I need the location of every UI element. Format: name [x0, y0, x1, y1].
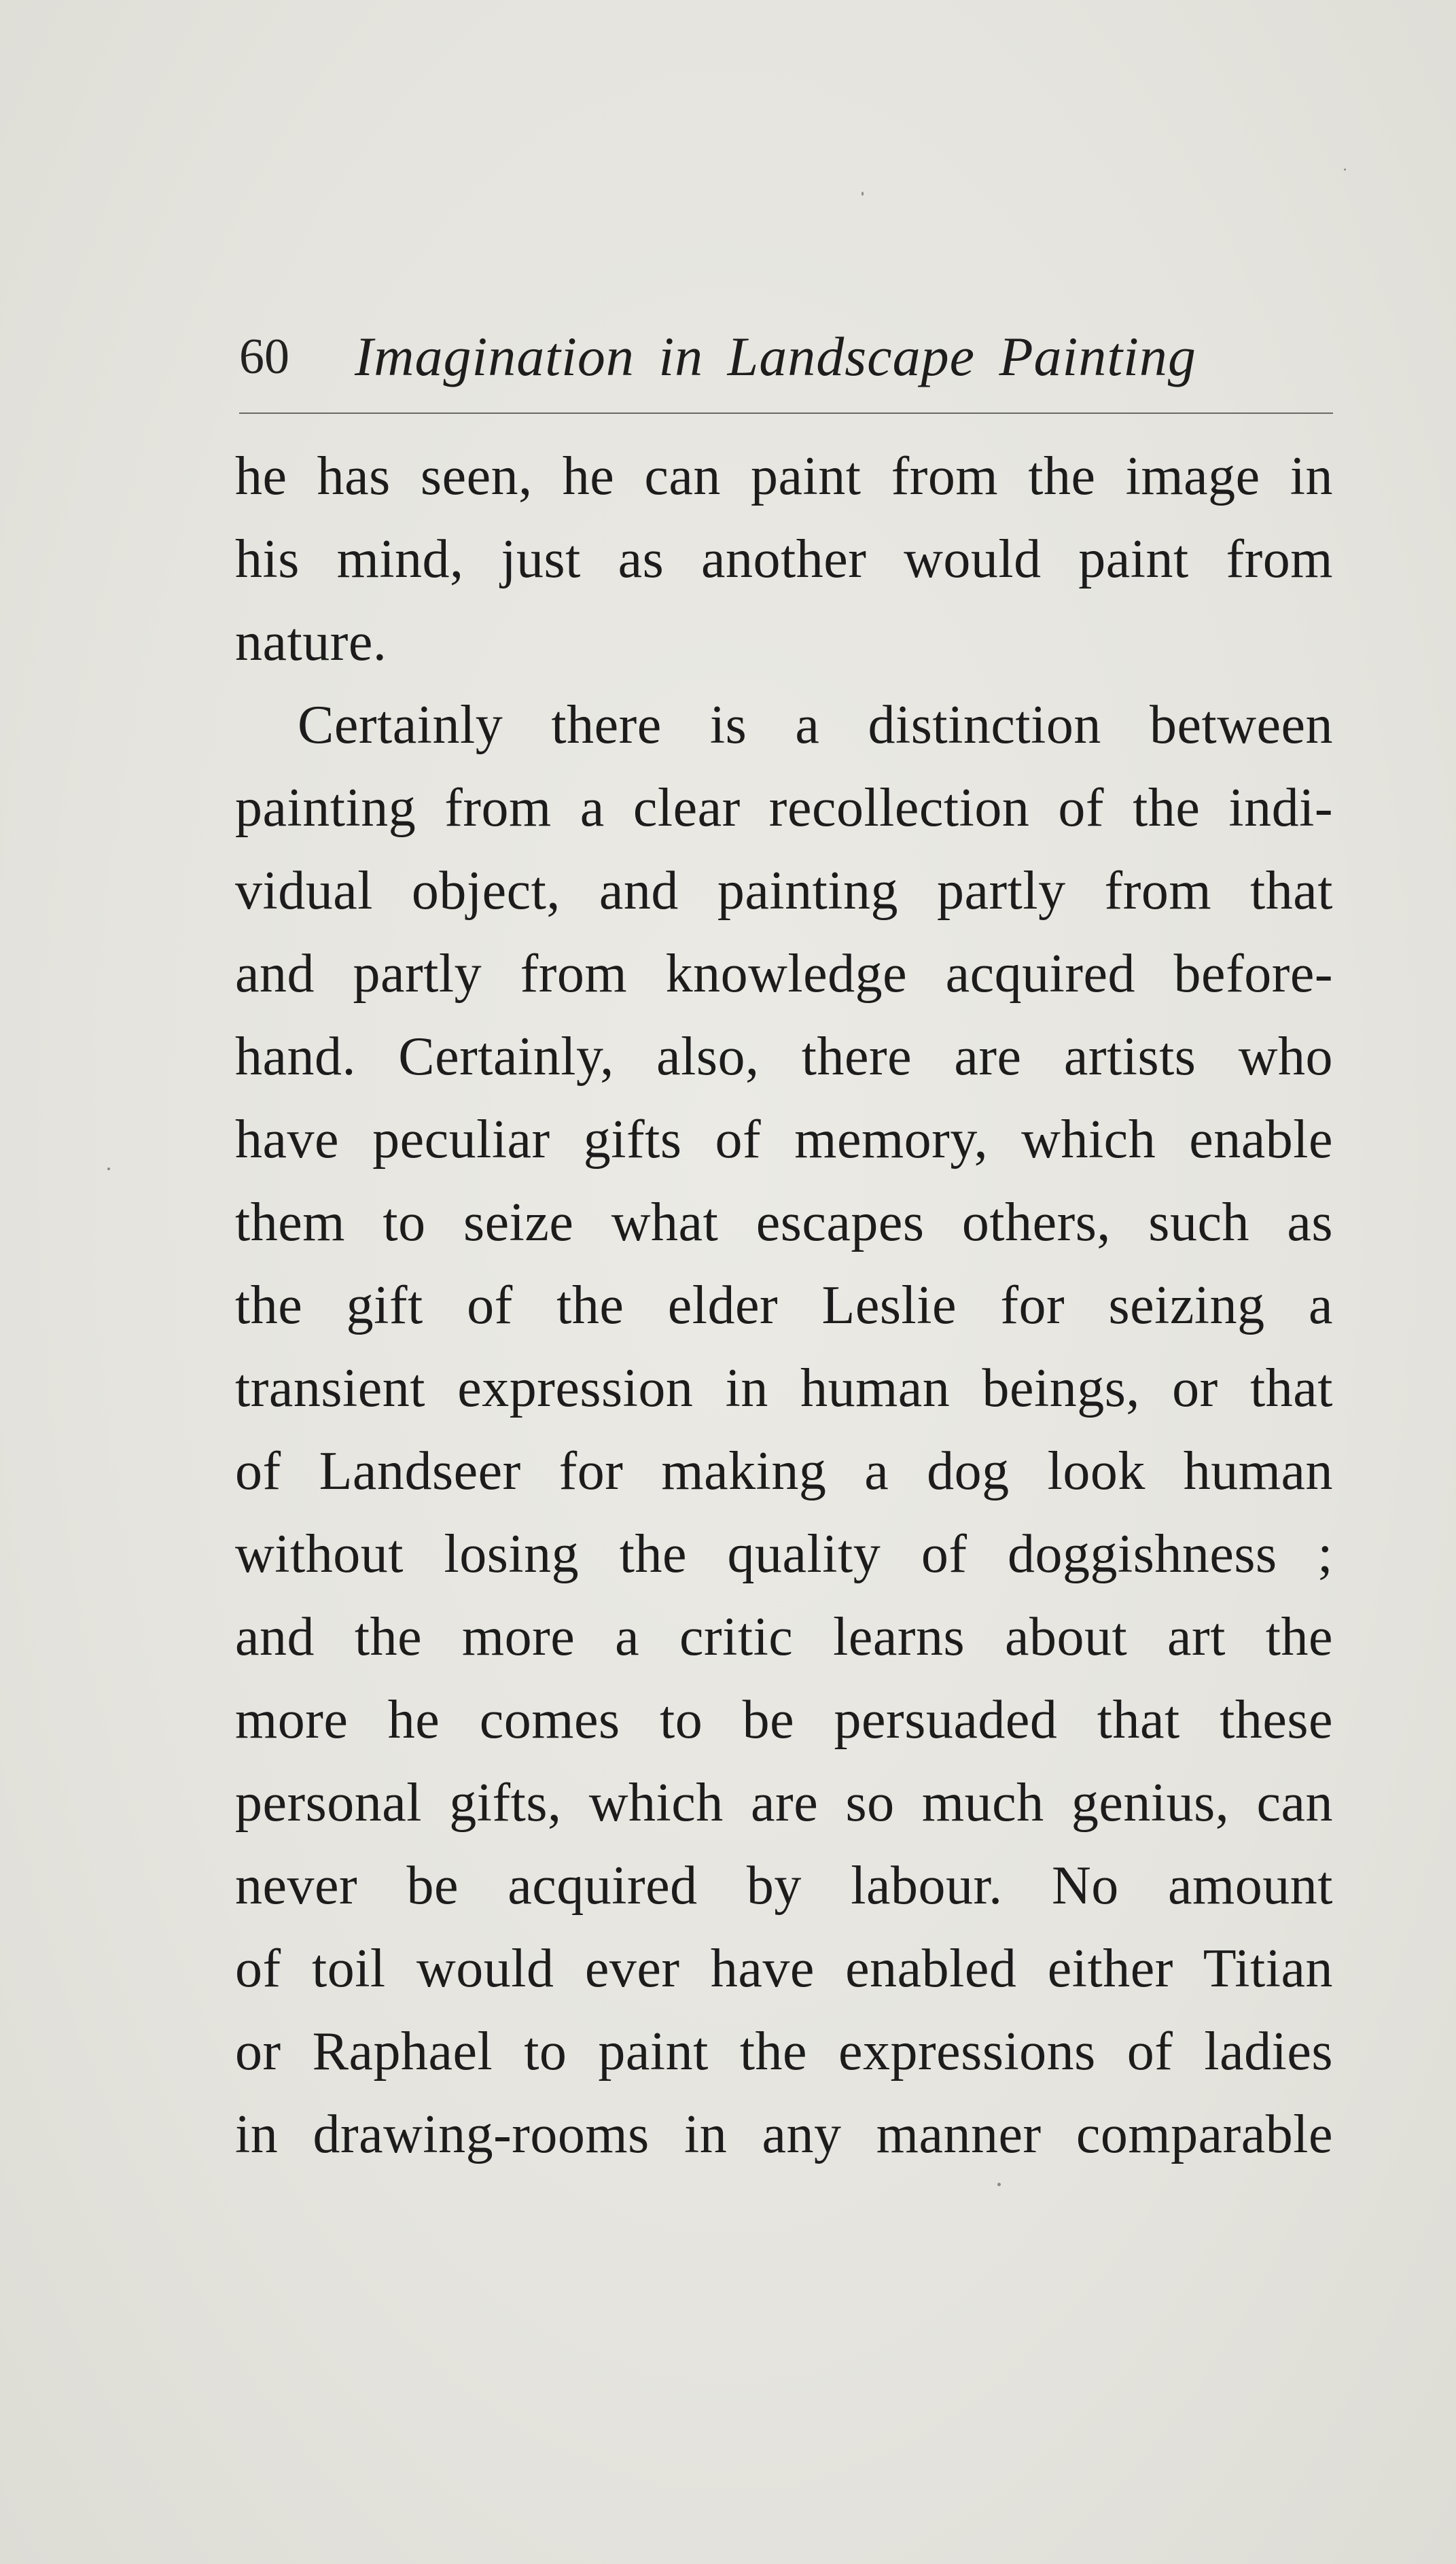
- page-number: 60: [239, 329, 289, 385]
- paper-speck: [1344, 169, 1346, 171]
- text-line: and partly from knowledge acquired before-: [235, 944, 1333, 1004]
- text-line: never be acquired by labour. No amount: [235, 1856, 1333, 1916]
- text-line: of Landseer for making a dog look human: [235, 1441, 1333, 1501]
- text-line: hand. Certainly, also, there are artists who: [235, 1027, 1333, 1087]
- text-line: nature.: [235, 612, 387, 672]
- paper-speck: [997, 2183, 1001, 2186]
- text-line: painting from a clear recollection of the indi-: [235, 778, 1333, 838]
- text-line: in drawing-rooms in any manner comparable: [235, 2105, 1333, 2164]
- text-line: personal gifts, which are so much genius, can: [235, 1773, 1333, 1833]
- text-line: without losing the quality of doggishness ;: [235, 1524, 1333, 1584]
- running-head: [239, 318, 1333, 393]
- text-line: more he comes to be persuaded that these: [235, 1690, 1333, 1750]
- running-title: Imagination in Landscape Painting: [355, 326, 1196, 387]
- paper-speck: [107, 1167, 110, 1170]
- text-line: his mind, just as another would paint from: [235, 529, 1333, 589]
- text-line: the gift of the elder Leslie for seizing a: [235, 1276, 1333, 1335]
- header-rule: [239, 412, 1333, 414]
- text-line: Certainly there is a distinction between: [298, 695, 1333, 755]
- text-line: of toil would ever have enabled either Titian: [235, 1939, 1333, 1999]
- text-line: or Raphael to paint the expressions of ladies: [235, 2022, 1333, 2082]
- paper-speck: [862, 192, 864, 196]
- text-line: and the more a critic learns about art the: [235, 1607, 1333, 1667]
- text-line: them to seize what escapes others, such as: [235, 1193, 1333, 1252]
- text-line: transient expression in human beings, or that: [235, 1358, 1333, 1418]
- text-line: have peculiar gifts of memory, which enable: [235, 1110, 1333, 1170]
- text-line: vidual object, and painting partly from that: [235, 861, 1333, 921]
- text-line: he has seen, he can paint from the image in: [235, 446, 1333, 506]
- body-text: [235, 435, 1333, 2176]
